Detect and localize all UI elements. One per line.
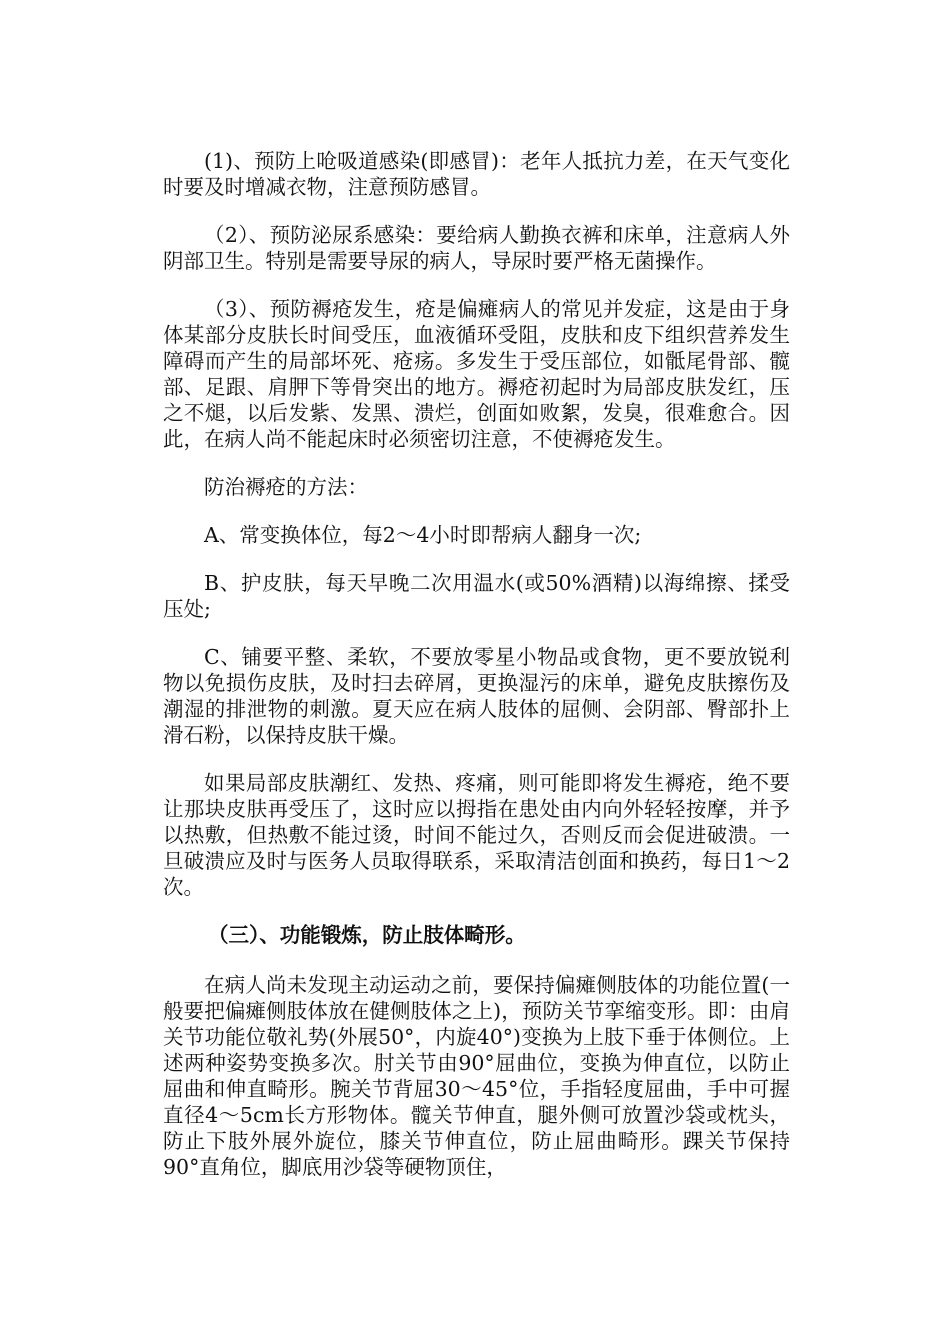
paragraph-method-a: A、常变换体位，每2～4小时即帮病人翻身一次;	[204, 523, 642, 547]
paragraph-prevent-bedsores: （3）、预防褥疮发生，疮是偏瘫病人的常见并发症，这是由于身体某部分皮肤长时间受压，血液循环受阻，皮肤和皮下组织营养发生障碍而产生的局部坏死、疮疡。多发生于受压部位，如骶尾骨部、髋部、足跟、肩胛下等骨突出的地方。褥疮初起时为局部皮肤发红，压之不煺，以后发紫、发黑、溃烂，创面如败絮，发臭，很难愈合。因此，在病人尚不能起床时必须密切注意，不使褥疮发生。	[163, 297, 790, 451]
paragraph-skin-redness-care: 如果局部皮肤潮红、发热、疼痛，则可能即将发生褥疮，绝不要让那块皮肤再受压了，这时应以拇指在患处由内向外轻轻按摩，并予以热敷，但热敷不能过烫，时间不能过久，否则反而会促进破溃。一旦破溃应及时与医务人员取得联系，采取清洁创面和换药，每日1～2次。	[163, 771, 790, 899]
section-heading-functional-exercise: （三）、功能锻炼，防止肢体畸形。	[208, 923, 526, 947]
paragraph-prevent-urinary-infection: （2）、预防泌尿系感染：要给病人勤换衣裤和床单，注意病人外阴部卫生。特别是需要导尿的病人，导尿时要严格无菌操作。	[163, 223, 790, 273]
paragraph-method-b: B、护皮肤，每天早晚二次用温水(或50%酒精)以海绵擦、揉受压处;	[163, 571, 790, 621]
paragraph-prevent-respiratory-infection: (1)、预防上呛吸道感染(即感冒)：老年人抵抗力差，在天气变化时要及时增减衣物，注意预防感冒。	[163, 149, 790, 199]
paragraph-method-c: C、铺要平整、柔软，不要放零星小物品或食物，更不要放锐利物以免损伤皮肤，及时扫去碎屑，更换湿污的床单，避免皮肤擦伤及潮湿的排泄物的刺激。夏天应在病人肢体的屈侧、会阴部、臀部扑上滑石粉，以保持皮肤干燥。	[163, 645, 790, 747]
paragraph-functional-position: 在病人尚未发现主动运动之前，要保持偏瘫侧肢体的功能位置(一般要把偏瘫侧肢体放在健侧肢体之上)，预防关节挛缩变形。即：由肩关节功能位敬礼势(外展50°，内旋40°)变换为上肢下垂于体侧位。上述两种姿势变换多次。肘关节由90°屈曲位，变换为伸直位，以防止屈曲和伸直畸形。腕关节背屈30～45°位，手指轻度屈曲，手中可握直径4～5cm长方形物体。髋关节伸直，腿外侧可放置沙袋或枕头，防止下肢外展外旋位，膝关节伸直位，防止屈曲畸形。踝关节保持90°直角位，脚底用沙袋等硬物顶住，	[163, 973, 790, 1179]
document-body	[163, 148, 790, 1202]
paragraph-bedsore-methods-title: 防治褥疮的方法：	[204, 475, 368, 499]
